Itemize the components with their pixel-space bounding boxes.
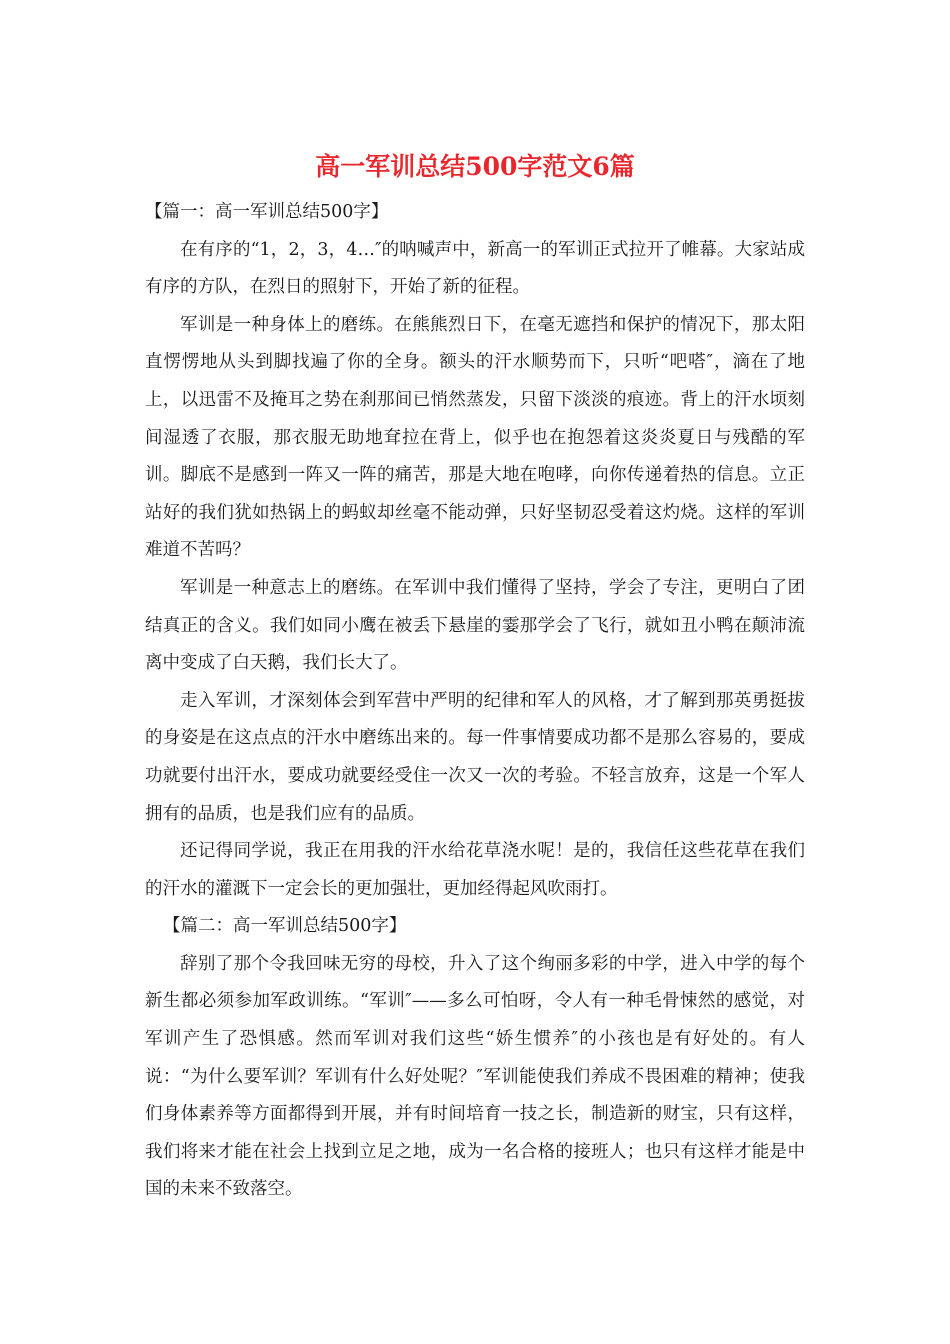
paragraph: 还记得同学说，我正在用我的汗水给花草浇水呢！是的，我信任这些花草在我们的汗水的灌溉下一定会长的更加强壮，更加经得起风吹雨打。 [145,841,805,899]
paragraph: 在有序的“1，2，3，4…″的呐喊声中，新高一的军训正式拉开了帷幕。大家站成有序的方队，在烈日的照射下，开始了新的征程。 [145,239,805,298]
paragraph: 军训是一种意志上的磨练。在军训中我们懂得了坚持，学会了专注，更明白了团结真正的含义。我们如同小鹰在被丢下悬崖的霎那学会了飞行，就如丑小鸭在颠沛流离中变成了白天鹅，我们长大了。 [145,577,805,674]
paragraph: 走入军训，才深刻体会到军营中严明的纪律和军人的风格，才了解到那英勇挺拔的身姿是在这点点的汗水中磨练出来的。每一件事情要成功都不是那么容易的，要成功就要付出汗水，要成功就要经受住一次又一次的考验。不轻言放弃，这是一个军人拥有的品质，也是我们应有的品质。 [145,690,805,824]
section-heading: 【篇一：高一军训总结500字】 [145,202,389,222]
document-body [145,194,805,1209]
document-title: 高一军训总结500字范文6篇 [315,152,635,181]
paragraph: 辞别了那个令我回味无穷的母校，升入了这个绚丽多彩的中学，进入中学的每个新生都必须参加军政训练。“军训″——多么可怕呀，令人有一种毛骨悚然的感觉，对军训产生了恐惧感。然而军训对我们这些“娇生惯养″的小孩也是有好处的。有人说：“为什么要军训？军训有什么好处呢？″军训能使我们养成不畏困难的精神；使我们身体素养等方面都得到开展，并有时间培育一技之长，制造新的财宝，只有这样，我们将来才能在社会上找到立足之地，成为一名合格的接班人；也只有这样才能是中国的未来不致落空。 [145,953,805,1200]
paragraph: 军训是一种身体上的磨练。在熊熊烈日下，在毫无遮挡和保护的情况下，那太阳直愣愣地从头到脚找遍了你的全身。额头的汗水顺势而下，只听“吧嗒″，滴在了地上，以迅雷不及掩耳之势在刹那间已悄然蒸发，只留下淡淡的痕迹。背上的汗水顷刻间湿透了衣服，那衣服无助地耷拉在背上，似乎也在抱怨着这炎炎夏日与残酷的军训。脚底不是感到一阵又一阵的痛苦，那是大地在咆哮，向你传递着热的信息。立正站好的我们犹如热锅上的蚂蚁却丝毫不能动弹，只好坚韧忍受着这灼烧。这样的军训难道不苦吗？ [145,314,805,561]
section-heading: 【篇二：高一军训总结500字】 [163,916,407,937]
